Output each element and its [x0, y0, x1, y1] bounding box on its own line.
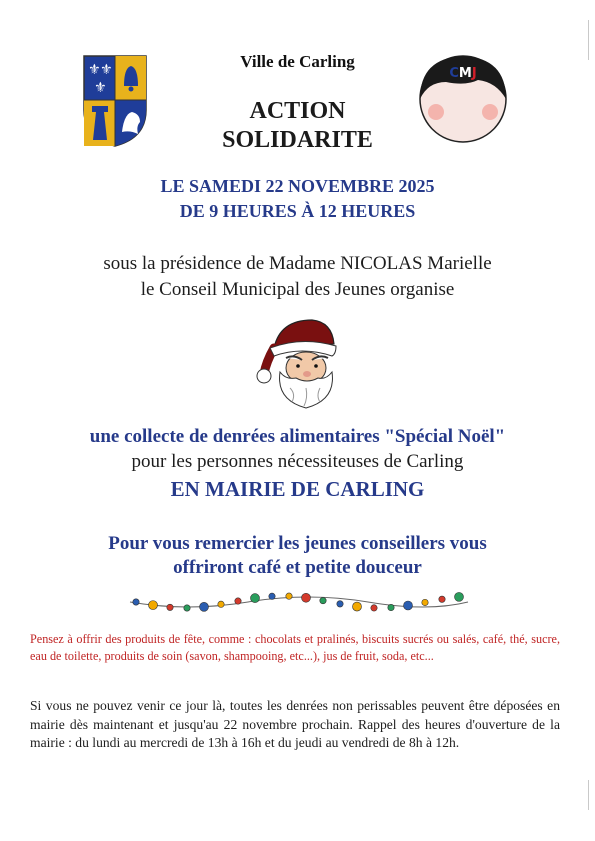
- garland-bulb: [251, 594, 260, 603]
- garland-bulb: [388, 604, 394, 610]
- garland-bulb: [455, 592, 464, 601]
- christmas-garland-icon: [128, 588, 470, 616]
- santa-claus-icon: [256, 314, 342, 410]
- garland-bulb: [371, 605, 377, 611]
- garland-bulb: [404, 601, 413, 610]
- page-title: [0, 97, 595, 155]
- presidence-line: sous la présidence de Madame NICOLAS Marielle: [103, 253, 492, 274]
- garland-bulb: [286, 593, 292, 599]
- thanks-line-1: Pour vous remercier les jeunes conseillers vous: [108, 533, 487, 554]
- garland-bulb: [184, 605, 190, 611]
- drop-off-info-note: Si vous ne pouvez venir ce jour là, toutes les denrées non perissables peuvent être déposées en mairie dès maintenant et jusqu'au 22 novembre prochain. Rappel des heures d'ouverture de la mairie : du lundi au mercredi de 13h à 16h et du jeudi au vendredi de 8h à 12h.: [30, 698, 560, 750]
- garland-bulb: [269, 593, 275, 599]
- garland-bulb: [320, 597, 326, 603]
- title-line-1: ACTION: [249, 98, 346, 124]
- garland-bulb: [422, 599, 428, 605]
- garland-bulb: [337, 601, 343, 607]
- location-line: EN MAIRIE DE CARLING: [170, 477, 425, 501]
- garland-bulb: [133, 599, 139, 605]
- svg-text:⚜: ⚜: [100, 62, 113, 78]
- garland-bulb: [167, 604, 173, 610]
- title-line-2: SOLIDARITE: [222, 127, 373, 153]
- collecte-line: une collecte de denrées alimentaires "Spécial Noël": [89, 426, 506, 447]
- thanks-line-2: offriront café et petite douceur: [173, 557, 422, 578]
- town-name: Ville de Carling: [240, 52, 355, 71]
- garland-bulb: [302, 593, 311, 602]
- organiser-line: le Conseil Municipal des Jeunes organise: [140, 279, 455, 300]
- garland-bulb: [353, 602, 362, 611]
- beneficiaries-line: pour les personnes nécessiteuses de Carling: [131, 451, 464, 472]
- event-date: LE SAMEDI 22 NOVEMBRE 2025: [160, 176, 435, 196]
- garland-bulb: [218, 601, 224, 607]
- garland-bulb: [200, 602, 209, 611]
- garland-bulb: [235, 598, 241, 604]
- garland-bulb: [439, 596, 445, 602]
- suggested-products-note: Pensez à offrir des produits de fête, comme : chocolats et pralinés, biscuits sucrés ou salés, café, thé, sucre, eau de toilette, produits de soin (savon, shampooing, etc...), jus de fruit, soda, etc...: [30, 632, 560, 663]
- svg-text:⚜: ⚜: [88, 62, 101, 78]
- garland-bulb: [149, 601, 158, 610]
- event-hours: DE 9 HEURES À 12 HEURES: [179, 201, 416, 221]
- cmj-logo-letters: CMJ: [449, 66, 477, 81]
- svg-text:⚜: ⚜: [94, 80, 107, 96]
